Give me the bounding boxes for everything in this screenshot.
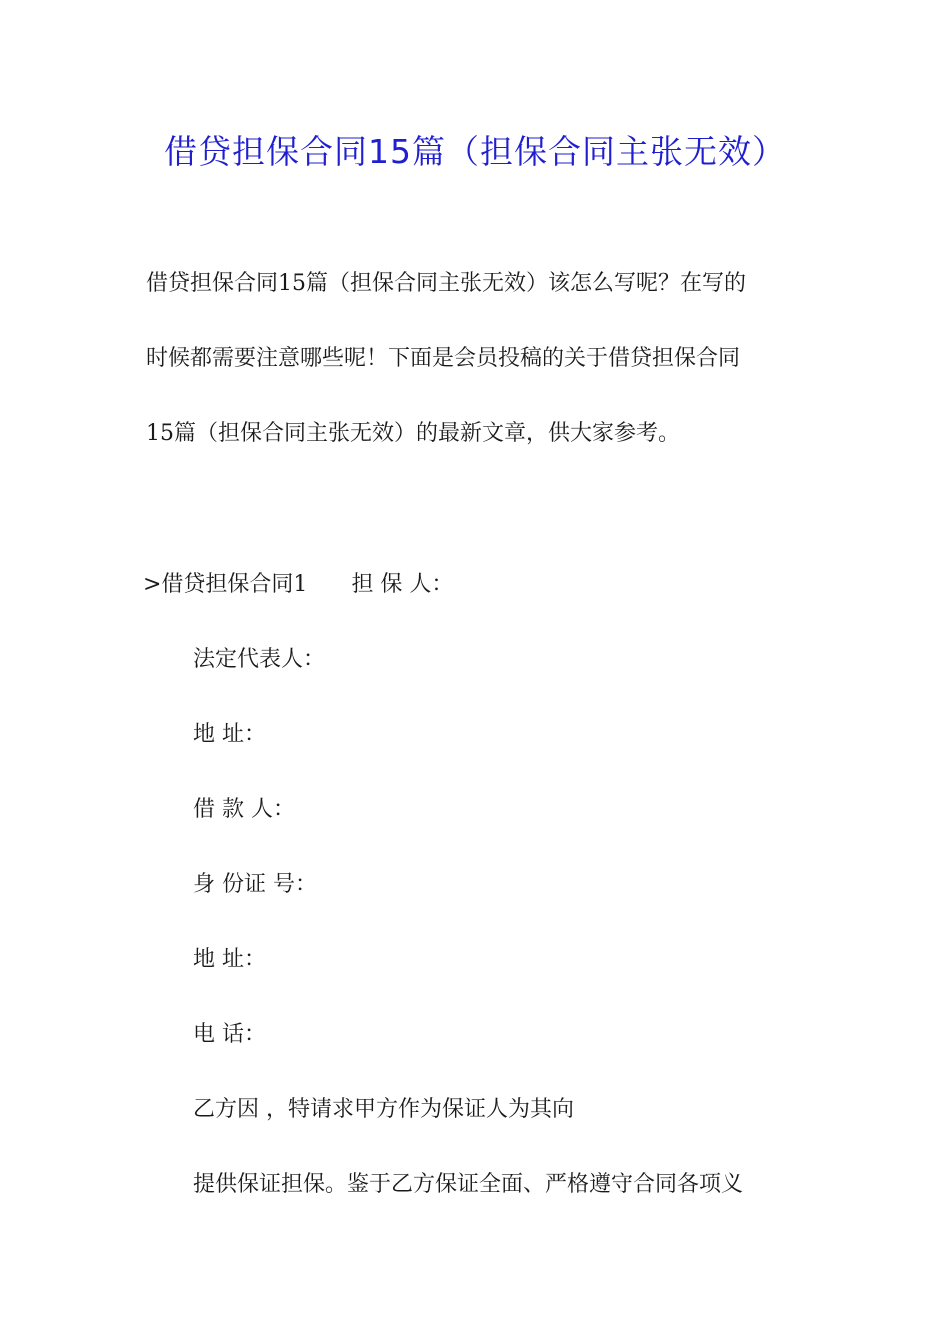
borrower-address-field: 地 址：: [193, 947, 266, 972]
intro-line-3: 15篇（担保合同主张无效）的最新文章，供大家参考。: [146, 421, 680, 446]
intro-line-1: 借贷担保合同15篇（担保合同主张无效）该怎么写呢？在写的: [146, 271, 746, 296]
phone-field: 电 话：: [193, 1022, 266, 1047]
body-line-2: 提供保证担保。鉴于乙方保证全面、严格遵守合同各项义: [193, 1172, 744, 1197]
guarantor-address-field: 地 址：: [193, 722, 266, 747]
intro-line-2: 时候都需要注意哪些呢！下面是会员投稿的关于借贷担保合同: [146, 346, 741, 371]
guarantor-label: 担 保 人：: [351, 572, 454, 597]
borrower-field: 借 款 人：: [193, 797, 295, 822]
legal-representative-field: 法定代表人：: [193, 647, 326, 672]
intro-paragraph: [146, 265, 811, 490]
body-line-1: 乙方因 ，特请求甲方作为保证人为其向: [193, 1097, 574, 1122]
document-title: 借贷担保合同15篇（担保合同主张无效）: [164, 132, 786, 171]
id-number-field: 身 份证 号：: [193, 872, 317, 897]
contract-heading: >借贷担保合同1: [143, 572, 308, 597]
section-heading: [143, 566, 453, 604]
